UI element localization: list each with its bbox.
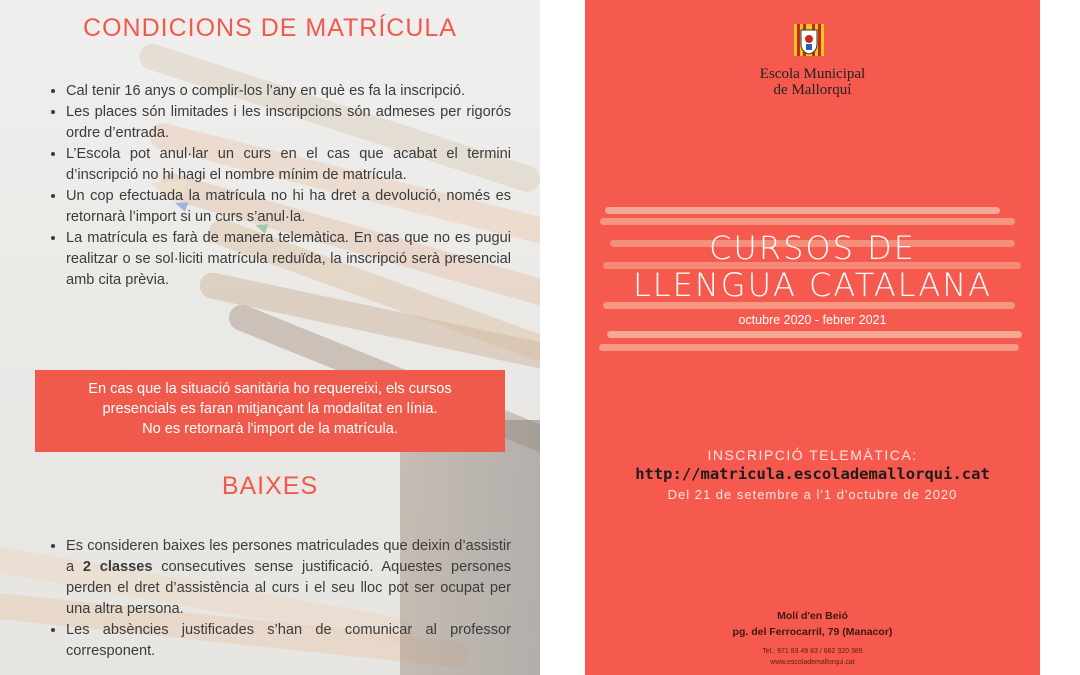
school-name-line: Escola Municipal <box>759 66 866 82</box>
contact-phone: Tel.: 971 83 49 83 / 662 320 385 <box>762 648 863 655</box>
notice-line: No es retornarà l'import de la matrícula. <box>142 421 398 437</box>
list-item: • Un cop efectuada la matrícula no hi ha dret a devolució, només es retornarà l’import si un curs s’anul·la. <box>66 186 511 228</box>
inscription-link[interactable]: http://matricula.escolademallorqui.cat <box>635 465 990 483</box>
inscription-label: INSCRIPCIÓ TELEMÀTICA: <box>707 447 918 463</box>
address-street: pg. del Ferrocarril, 79 (Manacor) <box>732 626 893 638</box>
website-link[interactable]: www.escolademallorqui.cat <box>770 659 855 666</box>
municipal-crest-icon <box>794 24 824 56</box>
conditions-list <box>48 81 511 291</box>
course-dates: octubre 2020 - febrer 2021 <box>738 313 887 327</box>
list-item <box>66 620 511 662</box>
course-title-line: CURSOS DE <box>709 229 916 267</box>
list-item: • Cal tenir 16 anys o complir-los l’any en què es fa la inscripció. <box>66 81 511 102</box>
school-name <box>585 66 1040 98</box>
notice-line: presencials es faran mitjançant la modalitat en línia. <box>102 401 438 417</box>
notice-line: En cas que la situació sanitària ho requereixi, els cursos <box>88 381 452 397</box>
school-name-line: de Mallorquí <box>773 82 852 98</box>
course-title <box>585 230 1040 304</box>
inscription-dates: Del 21 de setembre a l'1 d'octubre de 2020 <box>667 487 958 502</box>
course-poster <box>585 0 1040 675</box>
address-name: Molí d'en Beió <box>777 610 848 622</box>
list-item: • Les places són limitades i les inscripcions són admeses per rigorós ordre d’entrada. <box>66 102 511 144</box>
baixes-title: BAIXES <box>221 472 319 500</box>
list-item <box>66 536 511 620</box>
sanitary-notice <box>35 370 505 452</box>
list-item-text: consecutives sense justificació. Aquestes persones perden el dret d’assistència al curs i el seu lloc pot ser ocupat per una altra persona. <box>66 559 511 617</box>
list-item-text: Les absències justificades s’han de comunicar al professor corresponent. <box>66 622 511 659</box>
baixes-list <box>48 536 511 662</box>
list-item: • La matrícula es farà de manera telemàtica. En cas que no es pugui realitzar o se sol·liciti matrícula reduïda, la inscripció serà presencial amb cita prèvia. <box>66 228 511 291</box>
course-title-line: LLENGUA CATALANA <box>632 266 993 304</box>
list-item-bold: 2 classes <box>82 559 153 575</box>
conditions-title: CONDICIONS DE MATRÍCULA <box>83 14 457 42</box>
list-item-text: Es consideren baixes les persones matriculades que deixin d’assistir a <box>66 538 511 575</box>
list-item: • L’Escola pot anul·lar un curs en el cas que acabat el termini d’inscripció no hi hagi el nombre mínim de matrícula. <box>66 144 511 186</box>
